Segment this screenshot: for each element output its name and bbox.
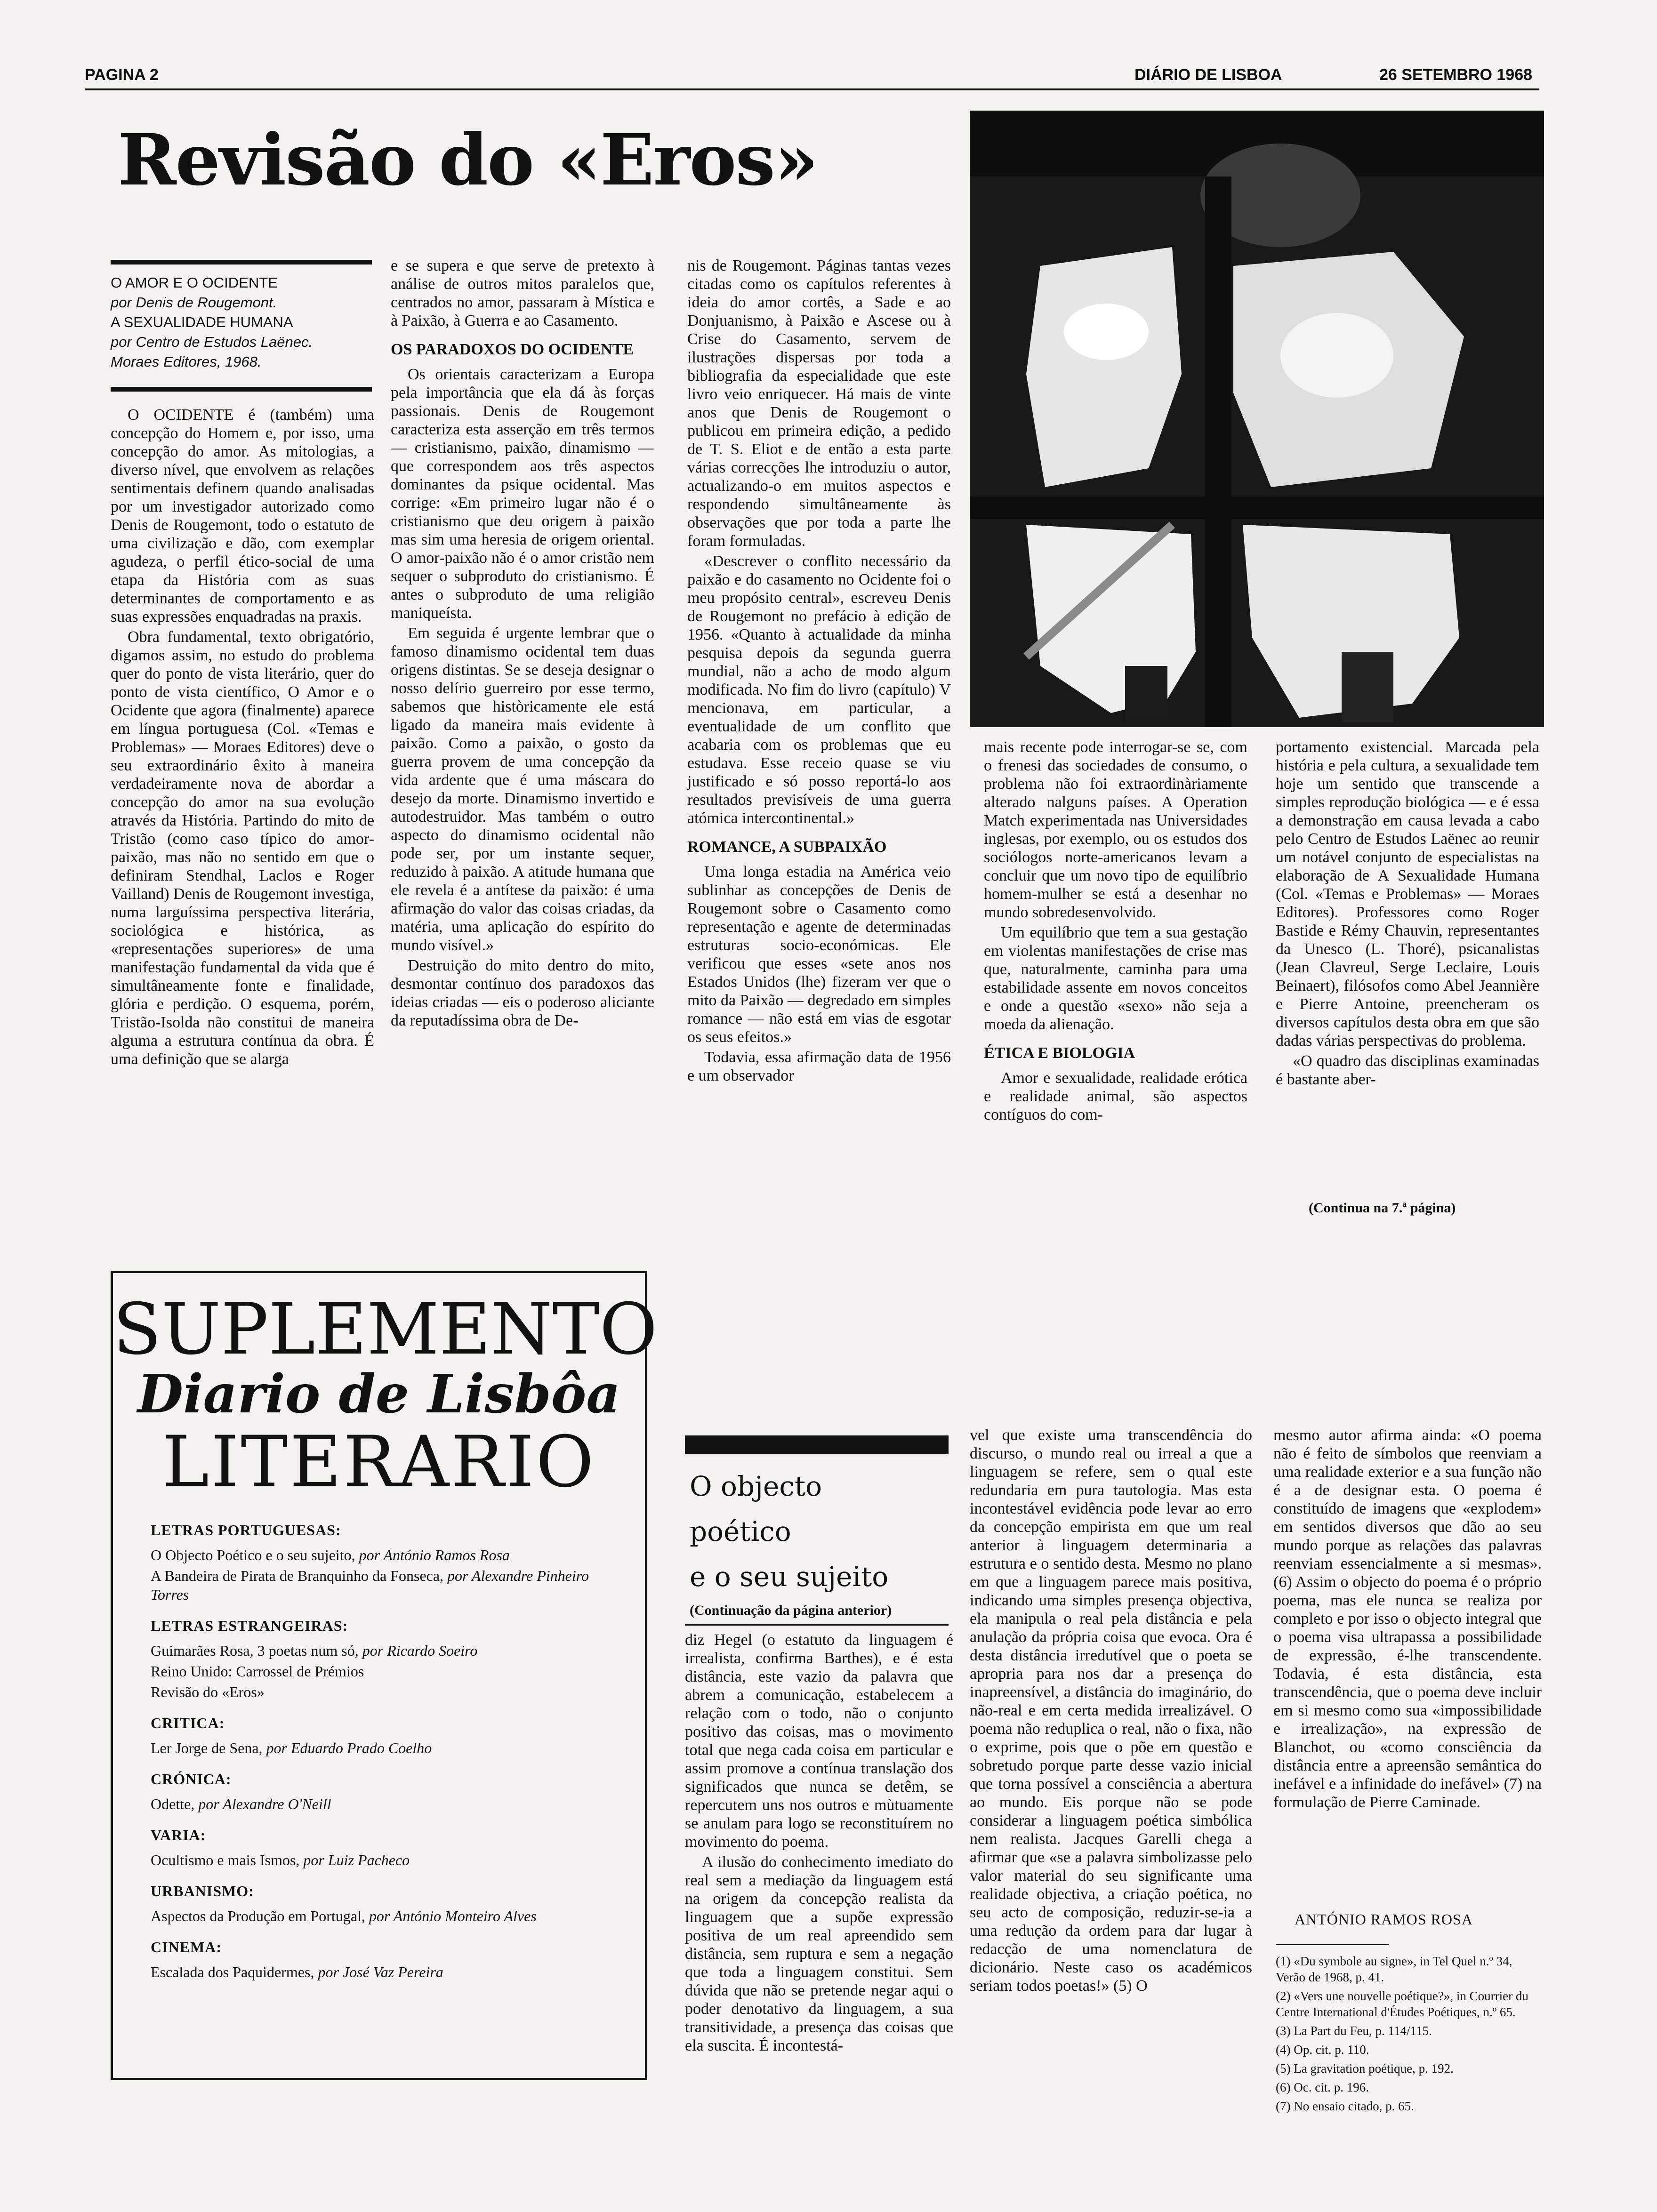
footnote: (2) «Vers une nouvelle poétique?», in Courrier du Centre International d'Études Poétiques, n.º 65. xyxy=(1276,1989,1528,2019)
supplement-box xyxy=(111,1271,658,2080)
item-author: por António Ramos Rosa xyxy=(359,1547,510,1563)
article1-column-2 xyxy=(391,256,654,1207)
footnote: (7) No ensaio citado, p. 65. xyxy=(1276,2099,1414,2113)
paragraph: Uma longa estadia na América veio sublinhar as concepções de Denis de Rougemont sobre o Casamento como representação e agente de determinadas estruturas socio-económicas. Ele verificou que esses «sete anos nos Estados Unidos (lhe) fizeram ver que o mito da Paixão — degredado em simples romance — não está em vias de esgotar os seus efeitos.» xyxy=(687,863,951,1046)
book1-author: por Denis de Rougemont. xyxy=(111,294,277,311)
continuation-rule xyxy=(685,1624,949,1626)
book-box-top-rule xyxy=(111,260,372,264)
footnote: (5) La gravitation poétique, p. 192. xyxy=(1276,2061,1454,2076)
paragraph: e se supera e que serve de pretexto à análise de outros mitos paralelos que, centrados no amor, passaram à Mística e à Paixão, à Guerra e ao Casamento. xyxy=(391,257,654,329)
paragraph: Amor e sexualidade, realidade erótica e realidade animal, são aspectos contíguos do com- xyxy=(984,1069,1247,1123)
paragraph: Todavia, essa afirmação data de 1956 e um observador xyxy=(687,1049,951,1084)
item-author: por Alexandre O'Neill xyxy=(198,1795,331,1812)
headline-line1: O objecto xyxy=(690,1470,822,1502)
contents-item xyxy=(151,1641,621,1660)
paragraph: A ilusão do conhecimento imediato do real sem a mediação da linguagem está na origem da concepção realista da linguagem que a supõe expressão positiva de um real apreendido sem distância, sem ruptura e sem a negação que toda a linguagem constitui. Sem dúvida que não se pretende negar aqui o poder denotativo da linguagem, a sua transitividade, a presença das coisas que ela suscita. É incontestá- xyxy=(685,1853,953,2054)
item-author: por Eduardo Prado Coelho xyxy=(266,1739,432,1756)
article1-column-4 xyxy=(984,738,1247,1232)
section-heading: CRITICA: xyxy=(151,1715,225,1731)
section-heading: CINEMA: xyxy=(151,1939,222,1956)
book-box-bottom-rule xyxy=(111,387,372,392)
paragraph: O OCIDENTE é (também) uma concepção do Homem e, por isso, uma concepção do amor. As mitologias, a diverso nível, que envolvem as relações sentimentais definem quando analisadas por um investigador autorizado como Denis de Rougemont, todo o estatuto de uma civilização e dão, com exemplar agudeza, o perfil ético-social de uma etapa da História com as suas determinantes de comportamento e as suas expressões enquadradas na praxis. xyxy=(111,406,374,625)
contents-item xyxy=(151,1795,621,1813)
book2-author: por Centro de Estudos Laënec. xyxy=(111,334,313,350)
header-rule xyxy=(85,88,1539,90)
paragraph: mais recente pode interrogar-se se, com o frenesi das sociedades de consumo, o problema não foi extraordinàriamente alterado nalguns países. A Operation Match experimentada nas Universidades inglesas, por exemplo, ou os estudos dos sociólogos norte-americanos levam a concluir que um novo tipo de equilíbrio homem-mulher se está a desenhar no mundo sobredesenvolvido. xyxy=(984,738,1247,921)
author-signature: ANTÓNIO RAMOS ROSA xyxy=(1295,1911,1473,1928)
book2-title: A SEXUALIDADE HUMANA xyxy=(111,314,293,330)
footnotes xyxy=(1276,1953,1544,2117)
subheading: OS PARADOXOS DO OCIDENTE xyxy=(391,341,634,358)
section-heading: LETRAS ESTRANGEIRAS: xyxy=(151,1617,348,1634)
paragraph: mesmo autor afirma ainda: «O poema não é feito de símbolos que reenviam a uma realidade exterior e a sua função não é a de designar esta. O poema é constituído de imagens que «explodem» em sentidos diversos que dão ao seu mundo porque as relações das palavras reenviam essencialmente a si mesmas». (6) Assim o objecto do poema é o próprio poema, mas ele nunca se realiza por completo e por isso o objecto integral que o poema visa ultrapassa a possibilidade de expressão, é-lhe transcendente. Todavia, é esta distância, esta transcendência, que o poema deve incluir em si mesmo como sua «impossibilidade e irrealização», na expressão de Blanchot, ou «como consciência da distância entre a apreensão semântica do inefável e a infinidade do inefável» (7) na formulação de Pierre Caminade. xyxy=(1273,1427,1542,1811)
photograph-image xyxy=(970,111,1544,727)
item-title: Revisão do «Eros» xyxy=(151,1683,265,1700)
supplement-title-line2: Diario de Lisbôa xyxy=(137,1363,620,1425)
paragraph: diz Hegel (o estatuto da linguagem é irrealista, confirma Barthes), e é esta distância, este vazio da palavra que abrem a comunicação, estabelecem a relação com o todo, não o conjunto positivo das coisas, mas o movimento total que nega cada coisa em particular e assim promove a contínua translação dos significados que nunca se detêm, se repercutem uns nos outros e mùtuamente se anulam para logo se reconstituírem no movimento do poema. xyxy=(685,1631,953,1851)
contents-item xyxy=(151,1851,621,1869)
newspaper-name: DIÁRIO DE LISBOA xyxy=(1134,66,1282,84)
item-title: Reino Unido: Carrossel de Prémios xyxy=(151,1663,364,1680)
article-headline: Revisão do «Eros» xyxy=(118,119,818,201)
section-heading: VARIA: xyxy=(151,1827,206,1843)
contents-item xyxy=(151,1739,621,1757)
footnote: (3) La Part du Feu, p. 114/115. xyxy=(1276,2024,1432,2038)
section-heading: CRÓNICA: xyxy=(151,1771,232,1787)
continuation-note: (Continuação da página anterior) xyxy=(690,1603,892,1618)
headline-line3: e o seu sujeito xyxy=(690,1561,889,1593)
paragraph: Um equilíbrio que tem a sua gestação em violentas manifestações de crise mas que, naturalmente, caminha para uma estabilidade assente em novos conceitos e onde a questão «sexo» não seja a moeda da alienação. xyxy=(984,924,1247,1033)
article1-column-1 xyxy=(111,406,374,1206)
article2-column-2 xyxy=(970,1426,1252,2170)
item-title: Ocultismo e mais Ismos, xyxy=(151,1851,300,1868)
issue-date: 26 SETEMBRO 1968 xyxy=(1379,66,1533,84)
article2-headline xyxy=(690,1464,953,1599)
item-title: O Objecto Poético e o seu sujeito, xyxy=(151,1547,355,1563)
continued-notice: (Continua na 7.ª página) xyxy=(1309,1200,1456,1216)
contents-item xyxy=(151,1907,621,1925)
item-author: por António Monteiro Alves xyxy=(369,1907,537,1924)
article1-column-3 xyxy=(687,256,951,1226)
book1-title: O AMOR E O OCIDENTE xyxy=(111,274,278,291)
item-title: Aspectos da Produção em Portugal, xyxy=(151,1907,365,1924)
item-author: por Luiz Pacheco xyxy=(303,1851,410,1868)
item-title: Odette, xyxy=(151,1795,195,1812)
contents-item xyxy=(151,1566,621,1604)
item-author: por José Vaz Pereira xyxy=(318,1964,443,1980)
article-photograph xyxy=(970,111,1544,727)
item-title: A Bandeira de Pirata de Branquinho da Fonseca, xyxy=(151,1567,444,1584)
contents-item xyxy=(151,1963,621,1981)
section-heading: URBANISMO: xyxy=(151,1883,254,1899)
paragraph: Os orientais caracterizam a Europa pela importância que ela dá às forças passionais. Denis de Rougemont caracteriza esta asserção em três termos — cristianismo, paixão, dinamismo — que correspondem aos três aspectos dominantes da psique ocidental. Mas corrige: «Em primeiro lugar não é o cristianismo que deu origem à paixão mas sim uma heresia de origem oriental. O amor-paixão não é o amor cristão nem sequer o subproduto do cristianismo. É antes o subproduto de uma religião maniqueísta. xyxy=(391,366,654,622)
section-heading: LETRAS PORTUGUESAS: xyxy=(151,1522,341,1539)
footnote: (4) Op. cit. p. 110. xyxy=(1276,2043,1369,2057)
article2-column-3 xyxy=(1273,1426,1542,1901)
headline-line2: poético xyxy=(690,1515,791,1547)
article1-column-5 xyxy=(1276,738,1539,1190)
paragraph: portamento existencial. Marcada pela história e pela cultura, a sexualidade tem hoje um sentido que transcende a simples reprodução biológica — e é essa a demonstração em causa levada a cabo pelo Centro de Estudos Laënec ao reunir um notável conjunto de especialistas na elaboração de A Sexualidade Humana (Col. «Temas e Problemas» — Moraes Editores). Professores como Roger Bastide e Rémy Chauvin, representantes da Unesco (L. Thoré), psicanalistas (Jean Clavreul, Serge Leclaire, Louis Beinaert), filósofos como Abel Jeannière e Pierre Antoine, preencheram os diversos capítulos desta obra em que são dadas várias perspectivas do problema. xyxy=(1276,738,1539,1050)
paragraph: nis de Rougemont. Páginas tantas vezes citadas como os capítulos referentes à ideia do amor cortês, a Sade e ao Donjuanismo, à Paixão e Ascese ou à Crise do Casamento, servem de ilustrações dispersas por toda a bibliografia da especialidade que este livro veio enriquecer. Há mais de vinte anos que Denis de Rougemont o publicou em primeira edição, a pedido de T. S. Eliot e de então a esta parte várias correcções lhe introduziu o autor, actualizando-o em muitos aspectos e respondendo simultâneamente às observações que por toda a parte lhe foram formuladas. xyxy=(687,257,951,550)
footnote: (1) «Du symbole au signe», in Tel Quel n.º 34, Verão de 1968, p. 41. xyxy=(1276,1954,1512,1984)
supplement-title-line3: LITERARIO xyxy=(162,1421,596,1503)
footnote-rule xyxy=(1276,1944,1389,1945)
paragraph: Em seguida é urgente lembrar que o famoso dinamismo ocidental tem duas origens distintas. Se se deseja designar o nosso delírio guerreiro por esse termo, sabemos que històricamente ele está ligado da maneira mais evidente à paixão. Como a paixão, o gosto da guerra provem de uma concepção da vida ardente que é uma máscara do desejo da morte. Dinamismo invertido e autodestruidor. Mas também o outro aspecto do dinamismo ocidental não pode ser, por um instante sequer, reduzido à paixão. A atitude humana que ele revela é a antítese da paixão: é uma afirmação do valor das coisas criadas, da matéria, uma aplicação do espírito do mundo visível.» xyxy=(391,625,654,954)
paragraph: «O quadro das disciplinas examinadas é bastante aber- xyxy=(1276,1052,1539,1088)
contents-item xyxy=(151,1683,621,1701)
paragraph: Obra fundamental, texto obrigatório, digamos assim, no estudo do problema quer do ponto de vista literário, quer do ponto de vista científico, O Amor e o Ocidente que agora (finalmente) aparece em língua portuguesa (Col. «Temas e Problemas» — Moraes Editores) deve o seu extraordinário êxito à maneira verdadeiramente nova de abordar a concepção do amor na sua evolução através da História. Partindo do mito de Tristão (como caso típico do amor-paixão, mas não no sentido em que o definiram Stendhal, Laclos e Roger Vailland) Denis de Rougemont investiga, numa larguíssima perspectiva literária, sociológica e histórica, as «representações superiores» de uma manifestação fundamental da vida que é simultâneamente fonte e finalidade, glória e perdição. O esquema, porém, Tristão-Isolda não constitui de maneira alguma a estrutura contínua da obra. É uma definição que se alarga xyxy=(111,628,374,1068)
item-title: Escalada dos Paquidermes, xyxy=(151,1964,314,1980)
supplement-title-line1: SUPLEMENTO xyxy=(113,1289,658,1370)
item-title: Guimarães Rosa, 3 poetas num só, xyxy=(151,1642,359,1659)
paragraph: «Descrever o conflito necessário da paixão e do casamento no Ocidente foi o meu propósito central», escreveu Denis de Rougemont no prefácio à edição de 1956. «Quanto à actualidade da minha pesquisa depois da segunda guerra mundial, não a acho de modo algum modificada. No fim do livro (capítulo) V mencionava, em particular, a eventualidade de um conflito que acabaria com os problemas que eu estudava. Esse receio quase se viu justificado e só posso reportá-lo aos resultados previsíveis de uma guerra atómica intercontinental.» xyxy=(687,553,951,827)
item-author: por Alexandre Pinheiro Torres xyxy=(151,1567,589,1603)
footnote: (6) Oc. cit. p. 196. xyxy=(1276,2080,1369,2094)
subheading: ÉTICA E BIOLOGIA xyxy=(984,1044,1135,1062)
contents-item xyxy=(151,1662,621,1681)
article2-top-bar xyxy=(685,1435,949,1454)
book-references xyxy=(111,273,374,372)
page-number: PAGINA 2 xyxy=(85,66,159,84)
item-author: por Ricardo Soeiro xyxy=(362,1642,478,1659)
item-title: Ler Jorge de Sena, xyxy=(151,1739,263,1756)
contents-item xyxy=(151,1546,621,1564)
subheading: ROMANCE, A SUBPAIXÃO xyxy=(687,838,887,856)
paragraph: Destruição do mito dentro do mito, desmontar contínuo dos paradoxos das ideias criadas — eis o poderoso aliciante da reputadíssima obra de De- xyxy=(391,957,654,1029)
book2-publisher: Moraes Editores, 1968. xyxy=(111,353,262,370)
paragraph: vel que existe uma transcendência do discurso, o mundo real ou irreal a que a linguagem se refere, sem o qual este redundaria em pura tautologia. Mas esta incontestável evidência pode levar ao erro da concepção empirista em que um real anterior à linguagem determinaria a estrutura e o sentido desta. Mesmo no plano em que a linguagem parece mais positiva, indicando uma simples presença objectiva, ela manipula o real pela distância e pela anulação da própria coisa que evoca. Ora é desta distância irredutível que o poeta se apropria para nos dar a presença do inapreensível, a distância do imaginário, do não-real e em certa medida irrealizável. O poema não reduplica o real, não o fixa, não o exprime, pois que o põe em questão e sobretudo porque parte desse vazio inicial que torna possível a consciência a abertura ao mundo. Eis porque não se pode considerar a linguagem poética simbólica nem realista. Jacques Garelli chega a afirmar que «se a palavra simbolizasse pelo valor material do seu significante uma realidade objectiva, a criação poética, no seu acto de composição, reduzir-se-ia a uma redução da ordem para dar lugar à redacção de uma nomenclatura de dicionário. Neste caso os académicos seriam todos poetas!» (5) O xyxy=(970,1427,1252,1995)
supplement-contents xyxy=(151,1508,621,1983)
article2-column-1 xyxy=(685,1631,953,2167)
